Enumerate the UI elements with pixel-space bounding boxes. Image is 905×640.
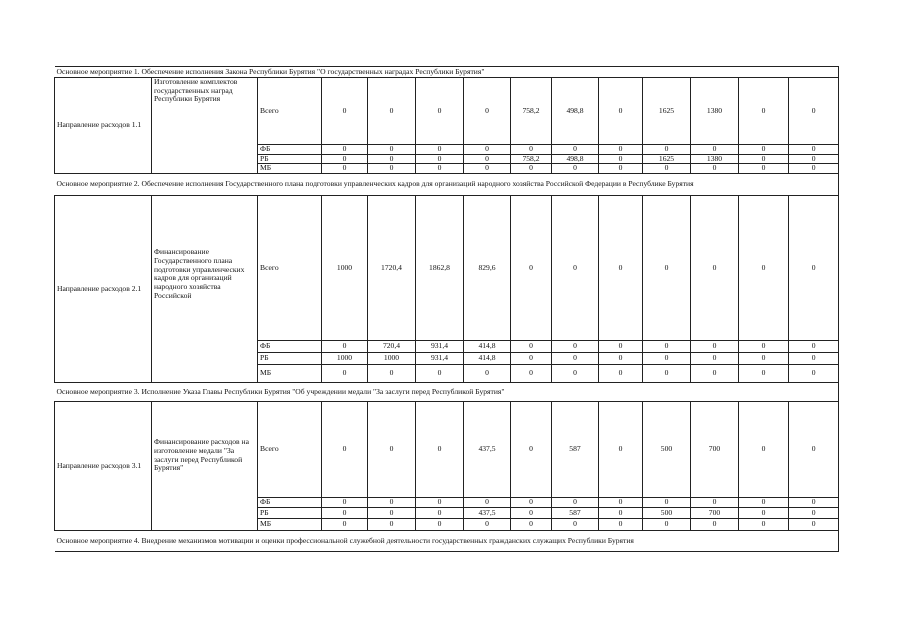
value-cell: 0	[552, 196, 599, 341]
section-header-row	[55, 383, 839, 402]
value-cell: 720,4	[368, 341, 416, 353]
value-cell: 0	[599, 196, 643, 341]
value-cell: 437,5	[464, 508, 511, 519]
activity-name-cell: Финансирование Государственного плана подготовки управленческих кадров для организаций народного хозяйства Российской	[152, 196, 258, 383]
value-cell: 500	[643, 508, 691, 519]
value-cell: 758,2	[511, 78, 552, 145]
value-cell: 0	[416, 78, 464, 145]
value-cell: 0	[511, 508, 552, 519]
value-cell: 414,8	[464, 341, 511, 353]
budget-table	[54, 66, 839, 552]
section-header: Основное мероприятие 1. Обеспечение исполнения Закона Республики Бурятия "О государственных наградах Республики Бурятия"	[55, 67, 839, 78]
section-header-row	[55, 67, 839, 78]
funding-source-cell: РБ	[258, 154, 322, 164]
value-cell: 0	[511, 519, 552, 531]
value-cell: 829,6	[464, 196, 511, 341]
value-cell: 0	[552, 164, 599, 174]
value-cell: 758,2	[511, 154, 552, 164]
value-cell: 498,8	[552, 78, 599, 145]
value-cell: 0	[739, 365, 789, 383]
value-cell: 0	[511, 164, 552, 174]
direction-cell: Направление расходов 2.1	[55, 196, 152, 383]
section-header-row	[55, 531, 839, 552]
value-cell: 0	[643, 164, 691, 174]
value-cell: 0	[691, 519, 739, 531]
value-cell: 0	[368, 508, 416, 519]
value-cell: 0	[643, 353, 691, 365]
value-cell: 0	[322, 365, 368, 383]
value-cell: 0	[368, 402, 416, 498]
value-cell: 0	[789, 498, 839, 508]
value-cell: 1625	[643, 78, 691, 145]
value-cell: 0	[511, 365, 552, 383]
value-cell: 0	[464, 78, 511, 145]
value-cell: 0	[464, 145, 511, 155]
value-cell: 0	[789, 519, 839, 531]
value-cell: 0	[789, 365, 839, 383]
value-cell: 0	[511, 402, 552, 498]
value-cell: 0	[322, 154, 368, 164]
value-cell: 0	[464, 365, 511, 383]
value-cell: 0	[416, 145, 464, 155]
funding-source-cell: МБ	[258, 519, 322, 531]
funding-source-cell: РБ	[258, 353, 322, 365]
value-cell: 0	[691, 353, 739, 365]
value-cell: 0	[789, 196, 839, 341]
value-cell: 1000	[322, 353, 368, 365]
value-cell: 0	[322, 145, 368, 155]
section-header: Основное мероприятие 2. Обеспечение исполнения Государственного плана подготовки управленческих кадров для организаций народного хозяйства Российской Федерации в Республике Бурятия	[55, 174, 839, 196]
funding-source-cell: ФБ	[258, 498, 322, 508]
value-cell: 0	[691, 164, 739, 174]
value-cell: 700	[691, 402, 739, 498]
value-cell: 1720,4	[368, 196, 416, 341]
value-cell: 0	[368, 498, 416, 508]
value-cell: 0	[368, 78, 416, 145]
value-cell: 0	[368, 365, 416, 383]
value-cell: 1000	[322, 196, 368, 341]
value-cell: 0	[511, 196, 552, 341]
value-cell: 0	[739, 154, 789, 164]
value-cell: 0	[416, 402, 464, 498]
value-cell: 0	[691, 341, 739, 353]
value-cell: 0	[552, 365, 599, 383]
value-cell: 0	[416, 154, 464, 164]
value-cell: 0	[739, 164, 789, 174]
activity-name-cell: Изготовление комплектов государственных наград Республики Бурятия	[152, 78, 258, 174]
value-cell: 0	[643, 498, 691, 508]
value-cell: 587	[552, 508, 599, 519]
value-cell: 0	[552, 353, 599, 365]
value-cell: 931,4	[416, 353, 464, 365]
value-cell: 0	[739, 196, 789, 341]
value-cell: 0	[599, 78, 643, 145]
value-cell: 1862,8	[416, 196, 464, 341]
value-cell: 0	[552, 145, 599, 155]
value-cell: 0	[789, 145, 839, 155]
value-cell: 587	[552, 402, 599, 498]
value-cell: 1380	[691, 78, 739, 145]
value-cell: 0	[599, 498, 643, 508]
value-cell: 0	[739, 402, 789, 498]
funding-source-cell: ФБ	[258, 341, 322, 353]
value-cell: 0	[739, 498, 789, 508]
value-cell: 0	[464, 519, 511, 531]
funding-source-cell: МБ	[258, 164, 322, 174]
table-row	[55, 402, 839, 498]
budget-document	[54, 66, 839, 552]
value-cell: 1625	[643, 154, 691, 164]
value-cell: 0	[643, 365, 691, 383]
funding-source-cell: Всего	[258, 402, 322, 498]
value-cell: 0	[322, 402, 368, 498]
value-cell: 0	[691, 498, 739, 508]
value-cell: 0	[322, 508, 368, 519]
value-cell: 0	[511, 341, 552, 353]
value-cell: 0	[599, 508, 643, 519]
value-cell: 0	[511, 145, 552, 155]
section-header-row	[55, 174, 839, 196]
direction-cell: Направление расходов 3.1	[55, 402, 152, 531]
value-cell: 0	[643, 519, 691, 531]
value-cell: 500	[643, 402, 691, 498]
value-cell: 0	[789, 341, 839, 353]
value-cell: 0	[511, 353, 552, 365]
direction-cell: Направление расходов 1.1	[55, 78, 152, 174]
value-cell: 0	[789, 78, 839, 145]
value-cell: 437,5	[464, 402, 511, 498]
value-cell: 0	[368, 154, 416, 164]
value-cell: 0	[368, 164, 416, 174]
value-cell: 0	[643, 196, 691, 341]
value-cell: 0	[599, 164, 643, 174]
funding-source-cell: РБ	[258, 508, 322, 519]
value-cell: 0	[368, 519, 416, 531]
value-cell: 498,8	[552, 154, 599, 164]
value-cell: 0	[691, 145, 739, 155]
value-cell: 0	[464, 164, 511, 174]
section-header: Основное мероприятие 4. Внедрение механизмов мотивации и оценки профессиональной служебной деятельности государственных гражданских служащих Республики Бурятия	[55, 531, 839, 552]
value-cell: 0	[416, 498, 464, 508]
value-cell: 0	[416, 365, 464, 383]
value-cell: 0	[464, 498, 511, 508]
value-cell: 0	[739, 341, 789, 353]
value-cell: 1000	[368, 353, 416, 365]
value-cell: 0	[416, 519, 464, 531]
value-cell: 0	[322, 519, 368, 531]
value-cell: 0	[691, 196, 739, 341]
value-cell: 0	[552, 498, 599, 508]
activity-name-cell: Финансирование расходов на изготовление медали "За заслуги перед Республикой Бурятия"	[152, 402, 258, 531]
value-cell: 0	[322, 498, 368, 508]
value-cell: 0	[789, 154, 839, 164]
funding-source-cell: Всего	[258, 78, 322, 145]
value-cell: 0	[643, 341, 691, 353]
value-cell: 0	[789, 402, 839, 498]
value-cell: 0	[599, 402, 643, 498]
value-cell: 0	[599, 145, 643, 155]
section-header: Основное мероприятие 3. Исполнение Указа Главы Республики Бурятия "Об учреждении медали "За заслуги перед Республикой Бурятия"	[55, 383, 839, 402]
value-cell: 0	[739, 145, 789, 155]
value-cell: 700	[691, 508, 739, 519]
funding-source-cell: Всего	[258, 196, 322, 341]
value-cell: 0	[416, 508, 464, 519]
value-cell: 0	[789, 508, 839, 519]
value-cell: 0	[322, 78, 368, 145]
value-cell: 0	[739, 78, 789, 145]
value-cell: 0	[511, 498, 552, 508]
value-cell: 0	[552, 519, 599, 531]
value-cell: 0	[599, 519, 643, 531]
value-cell: 414,8	[464, 353, 511, 365]
value-cell: 0	[691, 365, 739, 383]
value-cell: 0	[739, 353, 789, 365]
value-cell: 0	[416, 164, 464, 174]
value-cell: 0	[789, 353, 839, 365]
value-cell: 0	[599, 353, 643, 365]
value-cell: 0	[739, 519, 789, 531]
value-cell: 0	[739, 508, 789, 519]
funding-source-cell: ФБ	[258, 145, 322, 155]
table-row	[55, 78, 839, 145]
value-cell: 1380	[691, 154, 739, 164]
value-cell: 0	[368, 145, 416, 155]
value-cell: 0	[599, 341, 643, 353]
value-cell: 0	[322, 341, 368, 353]
value-cell: 0	[552, 341, 599, 353]
value-cell: 0	[322, 164, 368, 174]
funding-source-cell: МБ	[258, 365, 322, 383]
value-cell: 0	[599, 365, 643, 383]
value-cell: 931,4	[416, 341, 464, 353]
value-cell: 0	[643, 145, 691, 155]
table-row	[55, 196, 839, 341]
value-cell: 0	[599, 154, 643, 164]
value-cell: 0	[789, 164, 839, 174]
value-cell: 0	[464, 154, 511, 164]
